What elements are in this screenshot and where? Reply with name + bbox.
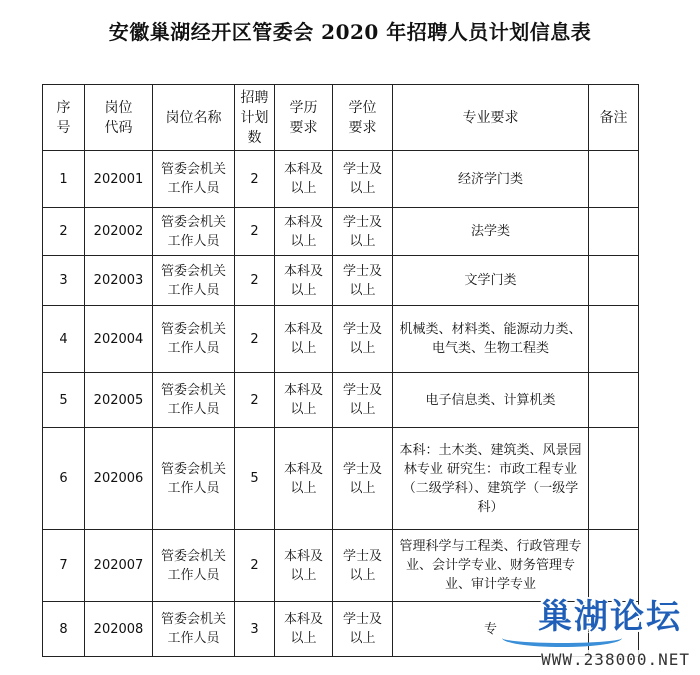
cell-education: 本科及以上: [275, 256, 333, 306]
header-count: 招聘计划数: [235, 85, 275, 151]
cell-major: 管理科学与工程类、行政管理专业、会计学专业、财务管理专业、审计学专业: [393, 530, 589, 602]
table-row: [43, 208, 639, 256]
cell-education: 本科及以上: [275, 428, 333, 530]
table-row: [43, 428, 639, 530]
cell-code: 202004: [85, 306, 153, 373]
cell-count: 5: [235, 428, 275, 530]
cell-name: 管委会机关工作人员: [153, 306, 235, 373]
cell-degree: 学士及以上: [333, 256, 393, 306]
cell-major: 法学类: [393, 208, 589, 256]
cell-education: 本科及以上: [275, 602, 333, 657]
cell-degree: 学士及以上: [333, 373, 393, 428]
cell-count: 2: [235, 256, 275, 306]
watermark: [492, 589, 692, 669]
cell-code: 202002: [85, 208, 153, 256]
cell-count: 2: [235, 373, 275, 428]
cell-major: 经济学门类: [393, 151, 589, 208]
header-major: 专业要求: [393, 85, 589, 151]
cell-remark: [589, 306, 639, 373]
cell-education: 本科及以上: [275, 373, 333, 428]
cell-seq: 7: [43, 530, 85, 602]
cell-remark: [589, 256, 639, 306]
header-name: 岗位名称: [153, 85, 235, 151]
cell-code: 202005: [85, 373, 153, 428]
table-row: [43, 256, 639, 306]
table-row: [43, 306, 639, 373]
cell-degree: 学士及以上: [333, 602, 393, 657]
cell-code: 202003: [85, 256, 153, 306]
cell-name: 管委会机关工作人员: [153, 373, 235, 428]
page-title: 安徽巢湖经开区管委会 2020 年招聘人员计划信息表: [108, 20, 592, 44]
cell-major: 文学门类: [393, 256, 589, 306]
cell-name: 管委会机关工作人员: [153, 602, 235, 657]
cell-degree: 学士及以上: [333, 151, 393, 208]
cell-count: 3: [235, 602, 275, 657]
cell-name: 管委会机关工作人员: [153, 256, 235, 306]
watermark-url: WWW.238000.NET: [541, 650, 690, 669]
cell-code: 202007: [85, 530, 153, 602]
watermark-logo: 巢湖论坛: [538, 597, 682, 637]
cell-name: 管委会机关工作人员: [153, 428, 235, 530]
cell-education: 本科及以上: [275, 151, 333, 208]
header-remark: 备注: [589, 85, 639, 151]
header-education: 学历要求: [275, 85, 333, 151]
cell-code: 202001: [85, 151, 153, 208]
cell-seq: 6: [43, 428, 85, 530]
cell-major: 本科：土木类、建筑类、风景园林专业 研究生：市政工程专业（二级学科）、建筑学（一级学科）: [393, 428, 589, 530]
cell-count: 2: [235, 151, 275, 208]
table-row: [43, 373, 639, 428]
cell-remark: [589, 428, 639, 530]
cell-degree: 学士及以上: [333, 428, 393, 530]
cell-degree: 学士及以上: [333, 306, 393, 373]
cell-major: 电子信息类、计算机类: [393, 373, 589, 428]
cell-code: 202006: [85, 428, 153, 530]
cell-code: 202008: [85, 602, 153, 657]
cell-degree: 学士及以上: [333, 530, 393, 602]
cell-seq: 5: [43, 373, 85, 428]
cell-name: 管委会机关工作人员: [153, 530, 235, 602]
cell-seq: 1: [43, 151, 85, 208]
cell-count: 2: [235, 306, 275, 373]
cell-count: 2: [235, 530, 275, 602]
cell-seq: 2: [43, 208, 85, 256]
cell-name: 管委会机关工作人员: [153, 208, 235, 256]
recruitment-table: [42, 84, 639, 657]
cell-seq: 8: [43, 602, 85, 657]
cell-education: 本科及以上: [275, 208, 333, 256]
cell-remark: [589, 208, 639, 256]
cell-major: 专: [393, 602, 589, 657]
table-row: [43, 151, 639, 208]
cell-name: 管委会机关工作人员: [153, 151, 235, 208]
cell-education: 本科及以上: [275, 306, 333, 373]
cell-major: 机械类、材料类、能源动力类、电气类、生物工程类: [393, 306, 589, 373]
cell-degree: 学士及以上: [333, 208, 393, 256]
cell-remark: [589, 373, 639, 428]
cell-remark: [589, 151, 639, 208]
header-seq: 序号: [43, 85, 85, 151]
header-code: 岗位代码: [85, 85, 153, 151]
cell-education: 本科及以上: [275, 530, 333, 602]
cell-seq: 4: [43, 306, 85, 373]
header-row: [43, 85, 639, 151]
cell-count: 2: [235, 208, 275, 256]
cell-seq: 3: [43, 256, 85, 306]
header-degree: 学位要求: [333, 85, 393, 151]
